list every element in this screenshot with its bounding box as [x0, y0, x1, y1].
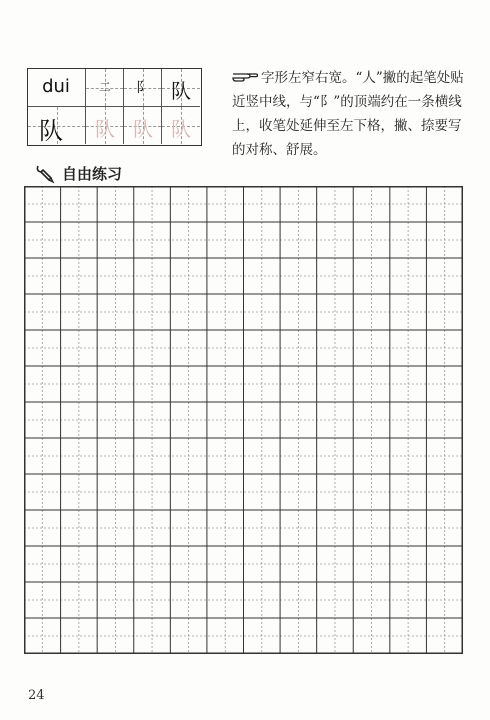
pinyin-text: dui [42, 76, 70, 97]
stroke-step-3: 队 [171, 79, 191, 103]
pencil-icon [34, 162, 56, 184]
practice-grid-lines [24, 186, 463, 654]
stroke-step-2: 阝 [136, 80, 150, 96]
character-practice-box [27, 68, 202, 146]
stroke-step-1: 二 [98, 80, 111, 94]
stroke-cell [162, 69, 200, 107]
pinyin-cell [28, 69, 86, 107]
trace-character: 队 [133, 117, 153, 141]
pointing-hand-icon [232, 71, 258, 83]
stroke-cell [86, 69, 124, 107]
writing-tip [232, 66, 472, 162]
trace-cell [162, 107, 200, 144]
tip-text: 字形左窄右宽。“人”撇的起笔处贴近竖中线，与“阝”的顶端约在一条横线上，收笔处延伸至左下格，撇、捺要写的对称、舒展。 [232, 70, 464, 158]
stroke-cell [124, 69, 162, 107]
section-header [34, 160, 122, 186]
free-practice-grid[interactable] [24, 186, 463, 654]
page-number: 24 [28, 688, 45, 703]
trace-cell [86, 107, 124, 144]
trace-character: 队 [95, 117, 115, 141]
model-character: 队 [39, 117, 63, 145]
section-title: 自由练习 [62, 164, 123, 183]
model-character-cell [28, 107, 86, 144]
trace-cell [124, 107, 162, 144]
trace-character: 队 [171, 117, 191, 141]
